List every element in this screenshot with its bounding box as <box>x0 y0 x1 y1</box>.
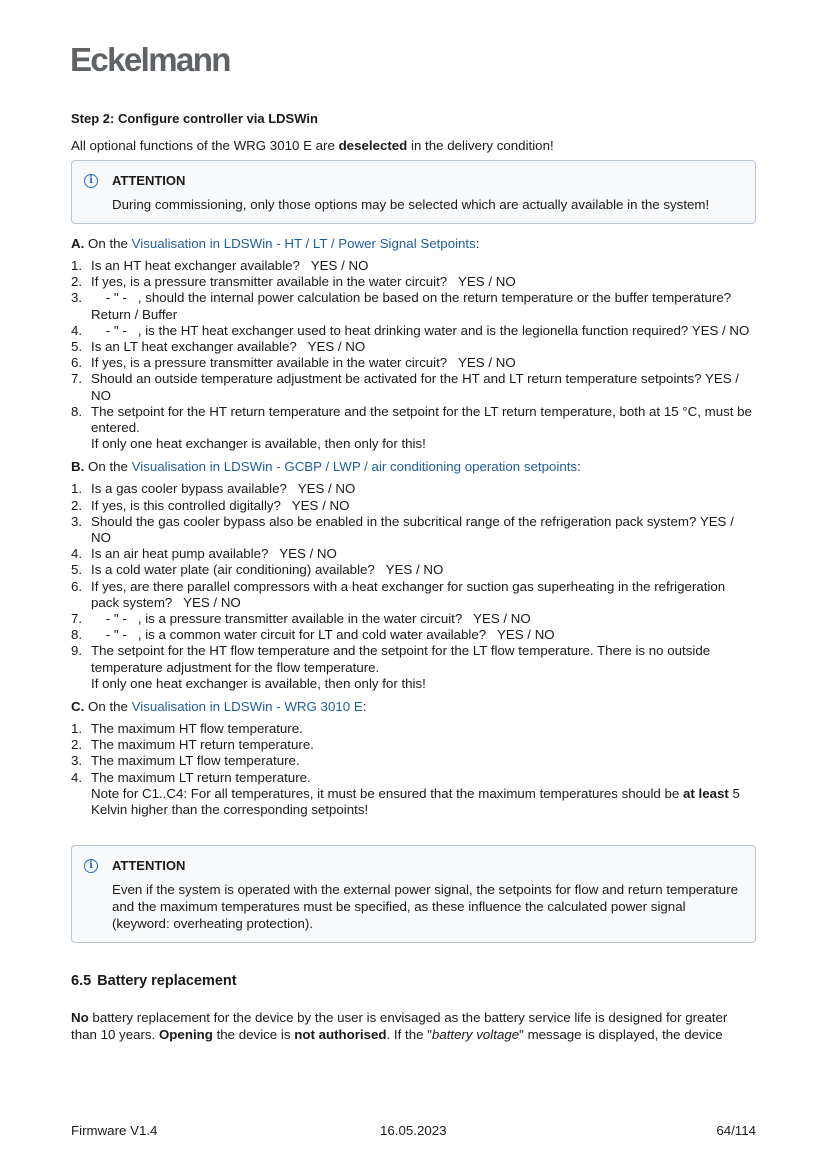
list-item <box>71 611 756 627</box>
section-heading-battery <box>71 972 756 990</box>
c-note-text-end: 5 Kelvin higher than the corresponding setpoints! <box>91 785 740 818</box>
c-note-bold: at least <box>682 785 729 801</box>
link-ht-lt-power-setpoints[interactable]: Visualisation in LDSWin - HT / LT / Power Signal Setpoints <box>131 236 476 251</box>
section-a-intro <box>71 235 756 252</box>
item-text: Should an outside temperature adjustment be activated for the HT and LT return temperature setpoints? YES / NO <box>91 371 743 403</box>
bold-text: not authorised <box>294 1027 387 1043</box>
item-number: 5. <box>71 562 83 578</box>
section-title: Battery replacement <box>97 973 237 990</box>
item-text: If yes, is a pressure transmitter available in the water circuit? YES / NO <box>91 355 516 371</box>
item-number: 4. <box>71 322 83 338</box>
section-pre: On the <box>84 236 132 251</box>
item-extra: If only one heat exchanger is available, then only for this! <box>91 436 426 452</box>
item-text: The setpoint for the HT flow temperature and the setpoint for the LT flow temperature. There is no outside temperature adjustment for the flow temperature. <box>91 643 714 675</box>
item-text: - " - , should the internal power calculation be based on the return temperature or the buffer temperature? Return / Buffer <box>91 290 743 322</box>
attention-note-1 <box>71 160 756 224</box>
intro-text: All optional functions of the WRG 3010 E are <box>71 138 339 153</box>
item-number: 3. <box>71 513 83 529</box>
item-number: 2. <box>71 497 83 513</box>
list-item <box>71 339 756 355</box>
attention-note-2 <box>71 845 756 943</box>
italic-text: battery voltage <box>431 1027 520 1043</box>
item-text: Should the gas cooler bypass also be enabled in the subcritical range of the refrigeration pack system? YES / NO <box>91 513 738 546</box>
step-title: Step 2: Configure controller via LDSWin <box>71 111 318 126</box>
section-b-intro <box>71 458 756 475</box>
info-icon: i <box>84 859 98 873</box>
item-text: - " - , is a common water circuit for LT and cold water available? YES / NO <box>91 627 555 643</box>
list-item <box>71 737 756 753</box>
link-wrg-3010-e[interactable]: Visualisation in LDSWin - WRG 3010 E <box>131 699 363 715</box>
item-number: 8. <box>71 627 83 643</box>
item-text: The maximum HT return temperature. <box>91 737 314 753</box>
item-text: Is an air heat pump available? YES / NO <box>91 546 337 562</box>
item-number: 5. <box>71 339 83 355</box>
item-number: 7. <box>71 611 83 627</box>
item-text: If yes, are there parallel compressors with a heat exchanger for suction gas superheating in the refrigeration pack system? YES / NO <box>91 578 729 610</box>
section-a-list <box>71 258 756 452</box>
section-letter: A. <box>71 236 85 251</box>
item-number: 2. <box>71 274 83 290</box>
list-item <box>71 643 756 692</box>
footer-date: 16.05.2023 <box>380 1123 447 1138</box>
list-item <box>71 481 756 497</box>
list-item <box>71 258 756 274</box>
item-text: If yes, is this controlled digitally? YES / NO <box>91 497 350 513</box>
section-pre: On the <box>84 459 132 475</box>
section-b-list <box>71 481 756 692</box>
footer-firmware: Firmware V1.4 <box>71 1123 158 1138</box>
item-extra: If only one heat exchanger is available, then only for this! <box>91 675 426 691</box>
section-letter: C. <box>71 699 85 715</box>
step-intro <box>71 137 756 154</box>
list-item <box>71 562 756 578</box>
item-text: Is a gas cooler bypass available? YES / NO <box>91 481 356 497</box>
item-number: 8. <box>71 403 83 419</box>
item-number: 9. <box>71 643 83 659</box>
item-text: The maximum LT return temperature. <box>91 769 311 785</box>
list-item <box>71 290 756 322</box>
list-item <box>71 404 756 453</box>
list-item <box>71 753 756 769</box>
item-number: 1. <box>71 481 83 497</box>
section-post: : <box>475 236 480 251</box>
note-text: Even if the system is operated with the external power signal, the setpoints for flow and return temperature and the maximum temperatures must be specified, as these influence the calculated power signal (keyword: overheating protection). <box>112 882 739 932</box>
item-number: 2. <box>71 737 83 753</box>
section-pre: On the <box>84 699 132 715</box>
section-c-list <box>71 721 756 818</box>
eckelmann-logo: Eckelmann <box>70 41 230 78</box>
section-post: : <box>577 459 581 475</box>
item-text: The setpoint for the HT return temperature and the setpoint for the LT return temperature, both at 15 °C, must be entered. <box>91 403 756 436</box>
bold-text: No <box>71 1010 89 1026</box>
text: the device is <box>212 1027 295 1043</box>
page-content <box>71 111 756 1049</box>
item-text: - " - , is a pressure transmitter available in the water circuit? YES / NO <box>91 611 531 627</box>
list-item <box>71 546 756 562</box>
section-letter: B. <box>71 459 85 475</box>
item-number: 1. <box>71 721 83 737</box>
footer-page-number: 64/114 <box>716 1123 756 1138</box>
section-c-intro <box>71 698 756 715</box>
intro-text-end: in the delivery condition! <box>407 138 554 153</box>
list-item <box>71 355 756 371</box>
list-item <box>71 514 756 546</box>
link-gcbp-lwp-setpoints[interactable]: Visualisation in LDSWin - GCBP / LWP / air conditioning operation setpoints <box>131 459 578 475</box>
list-item <box>71 323 756 339</box>
item-text: Is an HT heat exchanger available? YES / NO <box>91 258 369 273</box>
item-text: The maximum LT flow temperature. <box>91 753 300 769</box>
note-title: ATTENTION <box>112 858 186 874</box>
item-text: Is an LT heat exchanger available? YES / NO <box>91 339 366 355</box>
c-note-text: Note for C1..C4: For all temperatures, it must be ensured that the maximum temperatures should be <box>91 785 683 801</box>
item-text: Is a cold water plate (air conditioning) available? YES / NO <box>91 562 444 578</box>
list-item <box>71 274 756 290</box>
note-text: During commissioning, only those options may be selected which are actually available in the system! <box>112 197 710 212</box>
section-number: 6.5 <box>71 973 92 990</box>
item-number: 1. <box>71 258 83 273</box>
text: battery replacement for the device by the user is envisaged as the battery service life is designed for greater than 10 years. <box>71 1010 728 1043</box>
list-item <box>71 371 756 403</box>
text: . If the " <box>386 1027 432 1043</box>
text: " message is displayed, the device <box>519 1027 723 1043</box>
list-item <box>71 721 756 737</box>
item-number: 4. <box>71 769 83 785</box>
bold-text: Opening <box>158 1027 213 1043</box>
list-item <box>71 627 756 643</box>
item-number: 7. <box>71 371 83 387</box>
item-number: 4. <box>71 546 83 562</box>
info-icon: i <box>84 174 98 188</box>
c-note <box>91 786 756 818</box>
battery-paragraph <box>71 1009 756 1043</box>
item-text: - " - , is the HT heat exchanger used to heat drinking water and is the legionella function required? YES / NO <box>91 322 750 338</box>
list-item <box>71 498 756 514</box>
item-number: 6. <box>71 578 83 594</box>
item-number: 3. <box>71 290 83 306</box>
list-item <box>71 579 756 611</box>
item-number: 3. <box>71 753 83 769</box>
item-number: 6. <box>71 355 83 371</box>
page-footer <box>71 1123 756 1139</box>
list-item <box>71 770 756 819</box>
note-title: ATTENTION <box>112 173 186 188</box>
section-post: : <box>362 699 367 715</box>
intro-bold: deselected <box>338 138 408 153</box>
item-text: If yes, is a pressure transmitter available in the water circuit? YES / NO <box>91 274 516 290</box>
item-text: The maximum HT flow temperature. <box>91 721 303 737</box>
